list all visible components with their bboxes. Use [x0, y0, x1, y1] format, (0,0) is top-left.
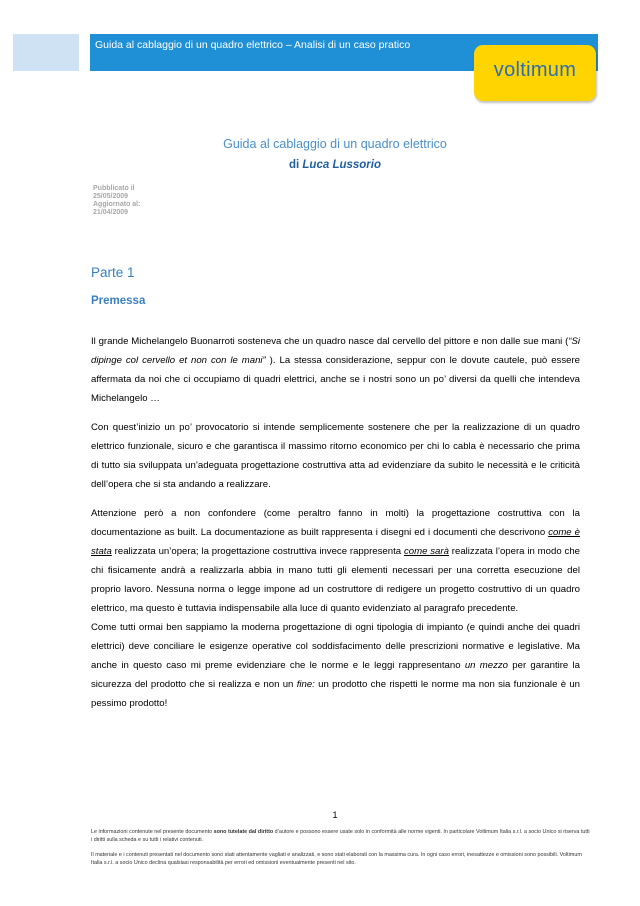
- p1-quote: “Si dipinge col cervello et non con le mani”: [91, 336, 580, 366]
- footer-line1-c: d’autore e possono essere usate solo in conformità alle norme vigenti. In particolare Voltimum Italia s.r.l. a socio Unico si riserva tutti i diritti sulla scheda e su tutti i relativi contenuti.: [91, 829, 590, 843]
- author-prefix: di: [288, 159, 300, 171]
- footer-line1-bold: sono tutelate dal diritto: [213, 829, 274, 835]
- p1-text-b: ). La stessa considerazione, seppur con le dovute cautele, può essere affermata da noi che ci occupiamo di quadri elettrici, anche se i nostri sono un po’ diversi da quelli che intendeva Michelangelo …: [91, 355, 580, 404]
- p3-underlined-2: come sarà: [403, 546, 449, 557]
- p3-text-b: realizzata un’opera; la progettazione costruttiva invece rappresenta: [111, 546, 404, 557]
- paragraph-4: [91, 618, 580, 713]
- footer-line1-a: Le informazioni contenute nel presente documento: [91, 829, 214, 835]
- author-name: Luca Lussorio: [302, 159, 382, 171]
- paragraph-1: [91, 332, 580, 408]
- header-title: Guida al cablaggio di un quadro elettrico – Analisi di un caso pratico: [95, 39, 411, 51]
- published-date: 25/05/2009: [93, 193, 129, 200]
- body-text: [91, 332, 580, 723]
- publication-meta: [93, 185, 140, 217]
- logo-text: voltimum: [493, 59, 577, 81]
- voltimum-logo[interactable]: [474, 45, 596, 101]
- page-number: 1: [332, 810, 338, 820]
- document-title: Guida al cablaggio di un quadro elettrico: [223, 137, 447, 151]
- p4-text-c: un prodotto che rispetti le norme ma non sia funzionale è un pessimo prodotto!: [91, 679, 581, 709]
- footer-disclaimer: Il materiale e i contenuti presentati nel documento sono stati attentamente vagliati e analizzati, e sono stati elaborati con la massima cura. In ogni caso errori, inesattezze e omissioni sono possibili. Voltimum Italia s.r.l. a socio Unico declina qualsiasi responsabilità per errori ed omissioni eventualmente presenti nel sito.: [91, 852, 582, 866]
- footer-copyright: [91, 828, 591, 844]
- document-author: [0, 159, 640, 171]
- p4-italic-1: un mezzo: [464, 660, 509, 671]
- updated-label: Aggiornato al:: [93, 201, 141, 208]
- paragraph-2: Con quest’inizio un po’ provocatorio si intende semplicemente sostenere che per la realizzazione di un quadro elettrico funzionale, sicuro e che garantisca il massimo ritorno economico per chi lo cabla è necessario che prima di tutto sia sviluppata un’adeguata progettazione costruttiva atta ad evidenziare da subito le necessità e le criticità dell’opera che si sta andando a realizzare.: [91, 422, 580, 490]
- header-accent-block: [13, 34, 79, 71]
- published-label: Pubblicato il: [93, 185, 135, 192]
- section-heading: Premessa: [91, 295, 146, 307]
- paragraph-3: [91, 504, 580, 618]
- p4-text-a: Come tutti ormai ben sappiamo la moderna progettazione di ogni tipologia di impianto (e quindi anche dei quadri elettrici) deve conciliare le esigenze operative col soddisfacimento delle prescrizioni normative e legislative. Ma anche in questo caso mi preme evidenziare che le norme e le leggi rappresentano: [91, 622, 580, 671]
- p3-text-c: realizzata l’opera in modo che chi fisicamente andrà a realizzarla abbia in mano tutti gli elementi necessari per una corretta esecuzione del proprio lavoro. Nessuna norma o legge impone ad un costruttore di redigere un progetto costruttivo di un quadro elettrico, ma questo è tuttavia indispensabile alla luce di quanto evidenziato al paragrafo precedente.: [91, 546, 580, 614]
- p1-text-a: Il grande Michelangelo Buonarroti sosteneva che un quadro nasce dal cervello del pittore e non dalle sue mani (: [91, 336, 569, 347]
- p3-text-a: Attenzione però a non confondere (come peraltro fanno in molti) la progettazione costruttiva con la documentazione as built. La documentazione as built rappresenta i disegni ed i documenti che descrivono: [91, 508, 580, 538]
- p4-italic-2: fine:: [296, 679, 315, 690]
- part-heading: Parte 1: [91, 265, 135, 280]
- p3-underlined-1: come è stata: [91, 527, 580, 557]
- updated-date: 21/04/2009: [93, 209, 129, 216]
- p4-text-b: per garantire la sicurezza del prodotto che si realizza e non un: [91, 660, 581, 690]
